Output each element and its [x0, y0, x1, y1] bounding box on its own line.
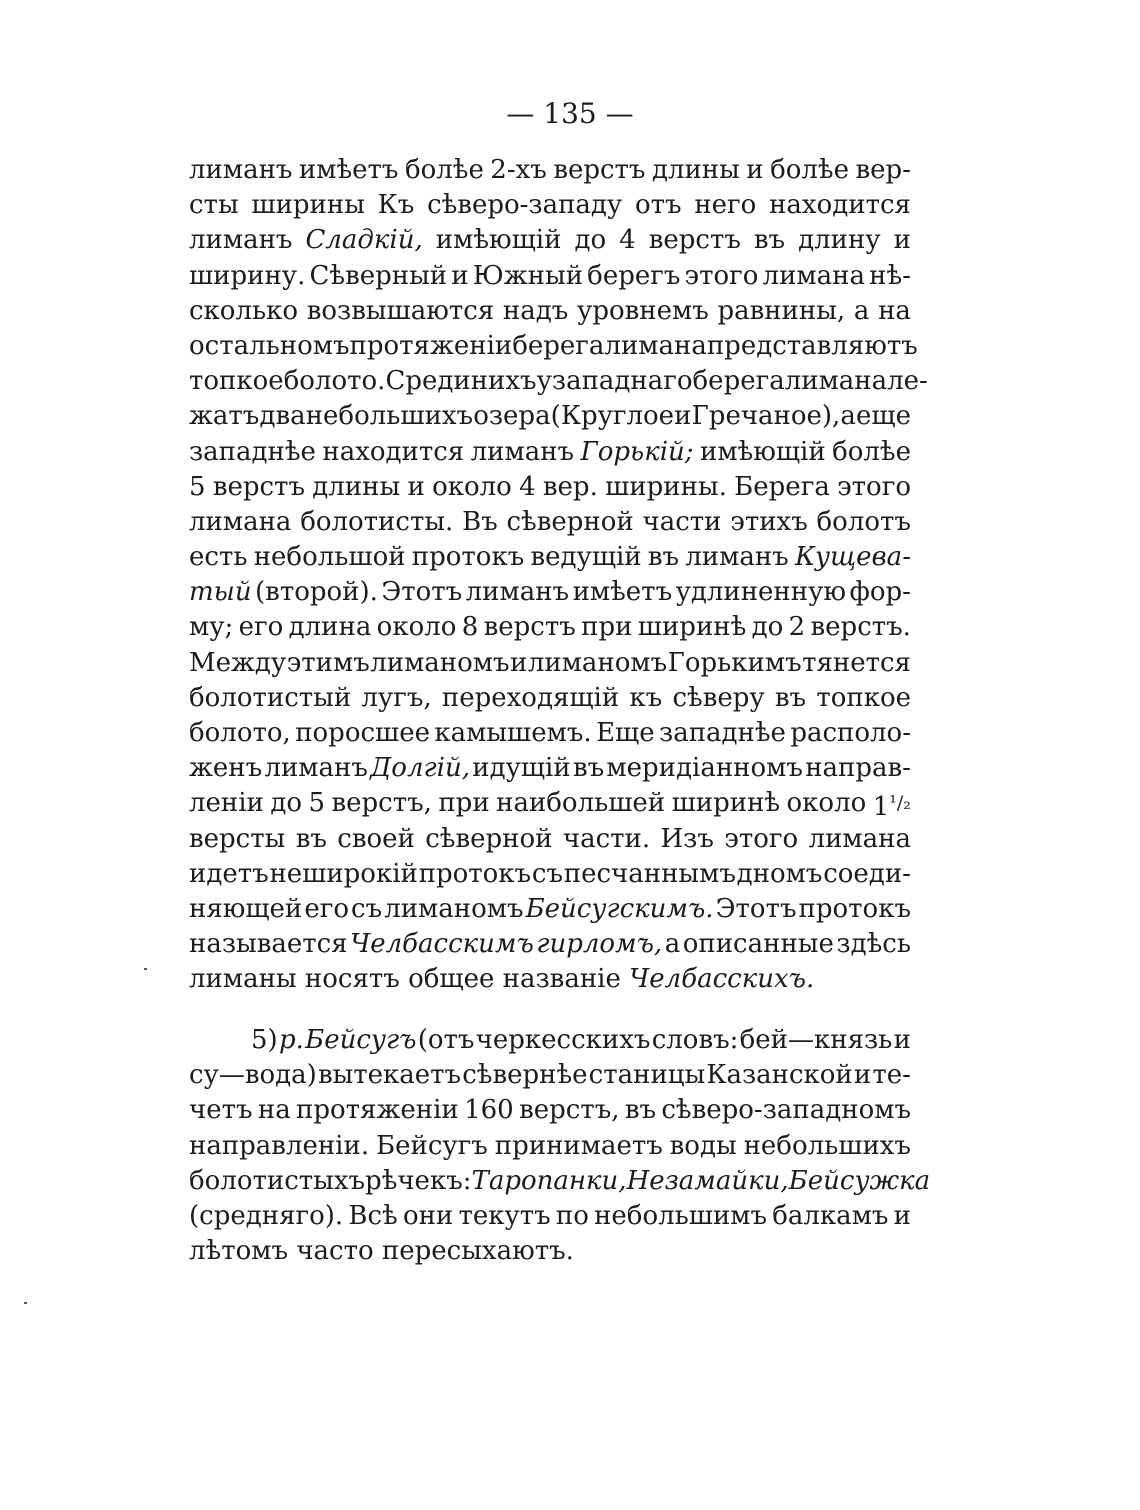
- scan-speck: [144, 968, 147, 970]
- text-line: леніи до 5 верстъ, при наибольшей ширинѣ около $1^{^1/_2}$: [189, 788, 911, 823]
- text-line: версты въ своей сѣверной части. Изъ этого лимана: [189, 823, 911, 854]
- text-line: болотистый лугъ, переходящій къ сѣверу въ топкое: [189, 682, 911, 713]
- place-name: Незамайки,: [626, 1165, 789, 1196]
- place-name: гирломъ,: [536, 929, 663, 960]
- fraction-half: ¹/₂: [889, 792, 911, 815]
- place-name: Бейсужка: [788, 1165, 931, 1196]
- text-line: болото, поросшее камышемъ. Еще западнѣе располо-: [189, 718, 911, 748]
- text-line: четъ на протяженіи 160 верстъ, въ сѣверо-западномъ: [189, 1095, 911, 1126]
- text-line: болотистыхъ рѣчекъ: Таропанки, Незамайки, Бейсужка: [189, 1164, 911, 1199]
- text-line: няющей его съ лиманомъ Бейсугскимъ. Этотъ протокъ: [189, 892, 911, 927]
- text-line: есть небольшой протокъ ведущій въ лиманъ Кущева-: [189, 540, 911, 575]
- place-name: Кущева-: [794, 542, 911, 573]
- text-line: лимана болотисты. Въ сѣверной части этихъ болотъ: [189, 506, 911, 537]
- text-line: ширину. Сѣверный и Южный берегъ этого лимана нѣ-: [189, 260, 911, 291]
- place-name: Челбасскихъ.: [629, 964, 815, 995]
- place-name: Долгій,: [370, 753, 470, 784]
- text-line: лѣтомъ часто пересыхаютъ.: [189, 1236, 574, 1267]
- page-number: — 135 —: [506, 97, 634, 130]
- text-line: направленіи. Бейсугъ принимаетъ воды небольшихъ: [189, 1130, 911, 1161]
- place-name: Сладкій,: [305, 225, 423, 256]
- text-line: (средняго). Всѣ они текутъ по небольшимъ балкамъ и: [189, 1200, 911, 1231]
- text-line: женъ лиманъ Долгій, идущій въ меридіанномъ направ-: [189, 751, 911, 786]
- text-line: сколько возвышаются надъ уровнемъ равнины, а на: [189, 295, 911, 326]
- text-line: му; его длина около 8 верстъ при ширинѣ до 2 верстъ.: [189, 612, 911, 643]
- text-line: идетъ неширокій протокъ съ песчаннымъ дномъ соеди-: [189, 858, 911, 889]
- text-line: тый (второй). Этотъ лиманъ имѣетъ удлиненную фор-: [189, 575, 911, 610]
- text-line: сты ширины Къ сѣверо-западу отъ него находится: [189, 190, 911, 221]
- place-name: Бейсугскимъ.: [525, 893, 714, 924]
- place-name: Челбасскимъ: [350, 929, 534, 960]
- text-line: называется Челбасскимъ гирломъ, а описанные здѣсь: [189, 927, 911, 962]
- text-line: 5) р. Бейсугъ (отъ черкесскихъ словъ: бей—князь и: [189, 1023, 911, 1058]
- text-line: лиманы носятъ общее названіе Челбасскихъ.: [189, 962, 911, 997]
- text-line: остальномъ протяженіи берега лимана представляютъ: [189, 330, 918, 361]
- text-line: 5 верстъ длины и около 4 вер. ширины. Берега этого: [189, 471, 911, 502]
- place-name: Бейсугъ: [305, 1025, 417, 1055]
- text-line: западнѣе находится лиманъ Горькій; имѣющій болѣе: [189, 435, 911, 470]
- place-name: р.: [278, 1025, 304, 1055]
- place-name: Горькій;: [580, 436, 694, 467]
- text-line: лиманъ имѣетъ болѣе 2-хъ верстъ длины и болѣе вер-: [189, 155, 911, 185]
- text-line: жатъ два небольшихъ озера (Круглое и Гречаное), а еще: [189, 401, 911, 432]
- place-name: Таропанки,: [471, 1165, 627, 1196]
- text-line: лиманъ Сладкій, имѣющій до 4 верстъ въ длину и: [189, 223, 911, 258]
- place-name: тый: [189, 577, 252, 608]
- paragraph-beysug-river: [189, 1023, 931, 1269]
- scan-speck: [24, 1302, 27, 1304]
- paragraph-limans: [189, 153, 928, 998]
- text-line: су—вода) вытекаетъ сѣвернѣе станицы Казанской и те-: [189, 1060, 911, 1091]
- text-line: топкое болото. Среди нихъ у западнаго берега лимана ле-: [189, 366, 928, 397]
- text-line: Между этимъ лиманомъ и лиманомъ Горькимъ тянется: [189, 647, 911, 678]
